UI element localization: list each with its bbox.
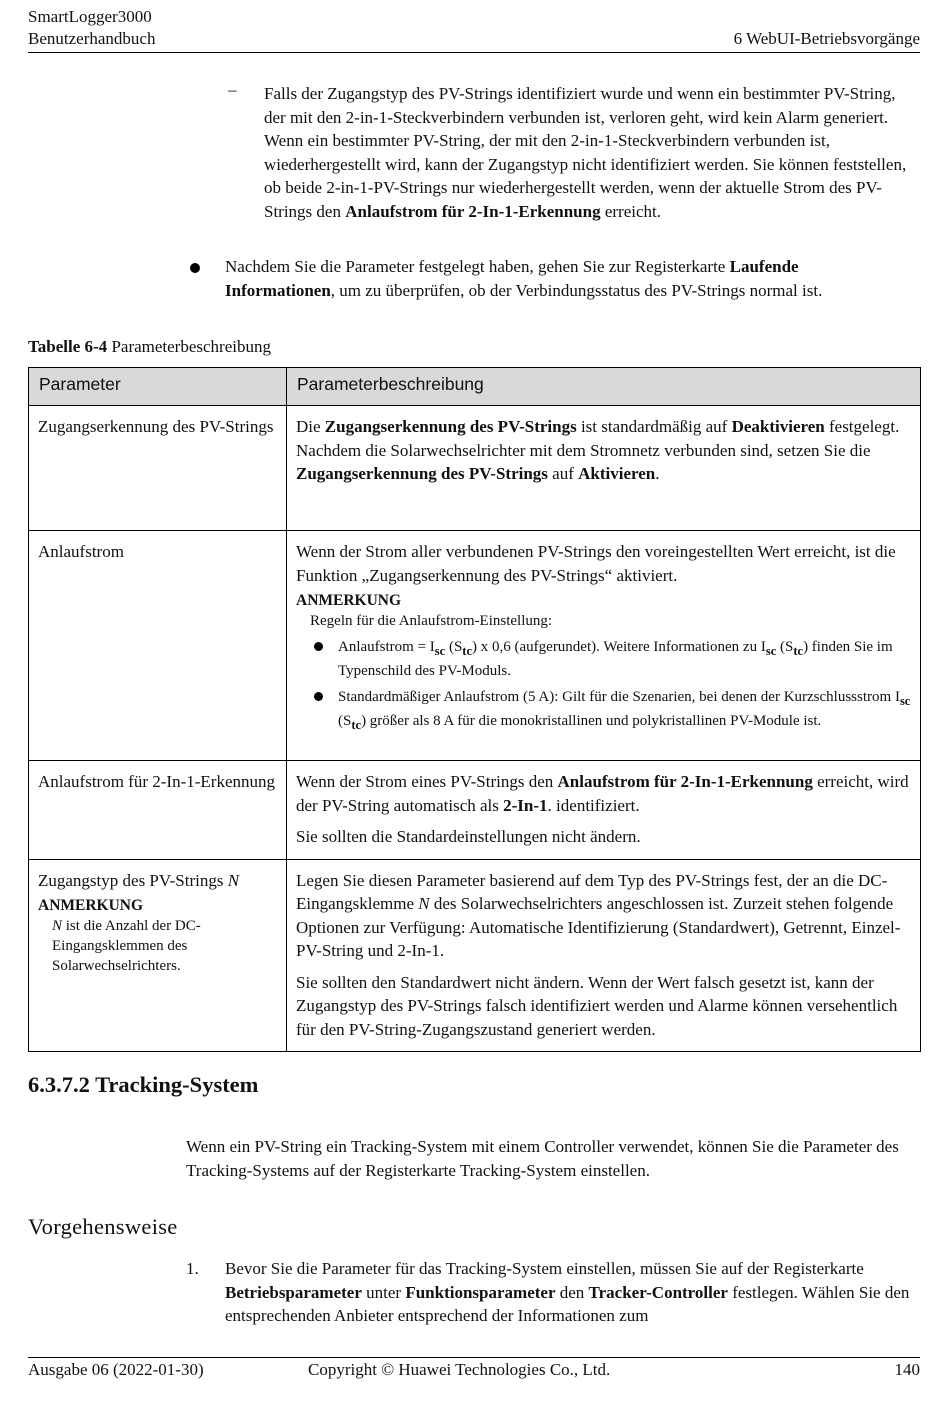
- desc-cell: Legen Sie diesen Parameter basierend auf dem Typ des PV-Strings fest, der an die DC-Eingangsklemme N des Solarwechselrichters angeschlossen ist. Zurzeit stehen folgende Optionen zur Verfügung: Automatische Identifizierung (Standardwert), Getrennt, Einzel-PV-String und 2-In-1. Sie sollten den Standardwert nicht ändern. Wenn der Wert falsch gesetzt ist, kann der Zugangstyp des PV-Strings falsch identifiziert werden und Alarme können versehentlich für den PV-String-Zugangszustand generiert werden.: [287, 859, 921, 1052]
- step-number: 1.: [186, 1259, 199, 1278]
- bullet-list-item: [188, 255, 908, 302]
- header-divider: [28, 52, 920, 53]
- footer-divider: [28, 1357, 920, 1358]
- dash-marker: –: [228, 80, 237, 99]
- table-caption: Tabelle 6-4 Parameterbeschreibung: [28, 337, 271, 356]
- procedure-heading: Vorgehensweise: [28, 1214, 178, 1239]
- step-text: Bevor Sie die Parameter für das Tracking-System einstellen, müssen Sie auf der Registerkarte Betriebsparameter unter Funktionsparameter den Tracker-Controller festlegen. Wählen Sie den entsprechenden Anbieter entsprechend der Informationen zum: [225, 1259, 910, 1325]
- page-header-left: [28, 6, 155, 50]
- table-row: [29, 531, 921, 761]
- edition-label: Ausgabe 06 (2022-01-30): [28, 1360, 204, 1379]
- desc-cell: Wenn der Strom eines PV-Strings den Anlaufstrom für 2-In-1-Erkennung erreicht, wird der PV-String automatisch als 2-In-1. identifiziert. Sie sollten die Standardeinstellungen nicht ändern.: [287, 761, 921, 860]
- dash-list-item: [228, 82, 908, 223]
- table-header-row: [29, 368, 921, 406]
- column-header-parameter: Parameter: [29, 368, 287, 406]
- param-cell: Zugangserkennung des PV-Strings: [29, 406, 287, 531]
- dash-item-text: Falls der Zugangstyp des PV-Strings identifiziert wurde und wenn ein bestimmter PV-String, der mit den 2-in-1-Steckverbindern verbunden ist, verloren geht, wird kein Alarm generiert. Wenn ein bestimmter PV-String, der mit den 2-in-1-Steckverbindern verbunden ist, wiederhergestellt wird, kann der Zugangstyp nicht identifiziert werden. Sie können feststellen, ob beide 2-in-1-PV-Strings nur wiederhergestellt werden, wenn der aktuelle Strom des PV-Strings den Anlaufstrom für 2-In-1-Erkennung erreicht.: [264, 84, 907, 221]
- desc-cell: Die Zugangserkennung des PV-Strings ist standardmäßig auf Deaktivieren festgelegt. Nachdem die Solarwechselrichter mit dem Stromnetz verbunden sind, setzen Sie die Zugangserkennung des PV-Strings auf Aktivieren.: [287, 406, 921, 531]
- copyright-notice: Copyright © Huawei Technologies Co., Ltd.: [308, 1360, 611, 1379]
- bullet-item-text: Nachdem Sie die Parameter festgelegt haben, gehen Sie zur Registerkarte Laufende Informationen, um zu überprüfen, ob der Verbindungsstatus des PV-Strings normal ist.: [225, 257, 823, 300]
- chapter-title: 6 WebUI-Betriebsvorgänge: [733, 29, 920, 48]
- document-name: Benutzerhandbuch: [28, 29, 156, 48]
- bullet-dot-icon: [190, 263, 200, 273]
- table-row: [29, 859, 921, 1052]
- param-cell: Zugangstyp des PV-Strings N ANMERKUNG N ist die Anzahl der DC-Eingangsklemmen des Solarwechselrichters.: [29, 859, 287, 1052]
- bullet-dot-icon: [314, 692, 323, 701]
- table-row: [29, 761, 921, 860]
- product-name: SmartLogger3000: [28, 7, 152, 26]
- note-body: N ist die Anzahl der DC-Eingangsklemmen des Solarwechselrichters.: [52, 918, 201, 974]
- note-title: ANMERKUNG: [296, 592, 402, 609]
- section-body: Wenn ein PV-String ein Tracking-System mit einem Controller verwendet, können Sie die Parameter des Tracking-Systems auf der Registerkarte Tracking-System einstellen.: [186, 1137, 899, 1180]
- procedure-step: [186, 1257, 921, 1328]
- note-bullet: Anlaufstrom = $I_{sc}$ $(S_{tc})$ x 0,6 (aufgerundet). Weitere Informationen zu $I_{sc}$ $(S_{tc})$ finden Sie im Typenschild des PV-Moduls.: [310, 637, 911, 681]
- desc-cell: Wenn der Strom aller verbundenen PV-Strings den voreingestellten Wert erreicht, ist die Funktion „Zugangserkennung des PV-Strings“ aktiviert. ANMERKUNG Regeln für die Anlaufstrom-Einstellung: Anlaufstrom = $I_{sc}$ $(S_{tc})$ x 0,6 (aufgerundet). Weitere Informationen zu $I_{sc}$ $(S_{tc})$ finden Sie im Typenschild des PV-Moduls. Standardmäßiger Anlaufstrom (5 A): Gilt für die Szenarien, bei denen der Kurzschlussstrom $I_{sc}$ $(S_{tc})$ größer als 8 A für die monokristallinen und polykristallinen PV-Module ist.: [287, 531, 921, 761]
- table-row: [29, 406, 921, 531]
- section-heading: 6.3.7.2 Tracking-System: [28, 1072, 259, 1097]
- param-cell: Anlaufstrom für 2-In-1-Erkennung: [29, 761, 287, 860]
- param-cell: Anlaufstrom: [29, 531, 287, 761]
- bullet-dot-icon: [314, 642, 323, 651]
- note-bullet: Standardmäßiger Anlaufstrom (5 A): Gilt für die Szenarien, bei denen der Kurzschlussstrom $I_{sc}$ $(S_{tc})$ größer als 8 A für die monokristallinen und polykristallinen PV-Module ist.: [310, 687, 911, 735]
- parameter-table: [28, 367, 921, 1052]
- page-number: 140: [894, 1360, 920, 1379]
- note-title: ANMERKUNG: [38, 897, 144, 914]
- note-body: Regeln für die Anlaufstrom-Einstellung: Anlaufstrom = $I_{sc}$ $(S_{tc})$ x 0,6 (aufgerundet). Weitere Informationen zu $I_{sc}$ $(S_{tc})$ finden Sie im Typenschild des PV-Moduls. Standardmäßiger Anlaufstrom (5 A): Gilt für die Szenarien, bei denen der Kurzschlussstrom $I_{sc}$ $(S_{tc})$ größer als 8 A für die monokristallinen und polykristallinen PV-Module ist.: [310, 611, 911, 735]
- column-header-description: Parameterbeschreibung: [287, 368, 921, 406]
